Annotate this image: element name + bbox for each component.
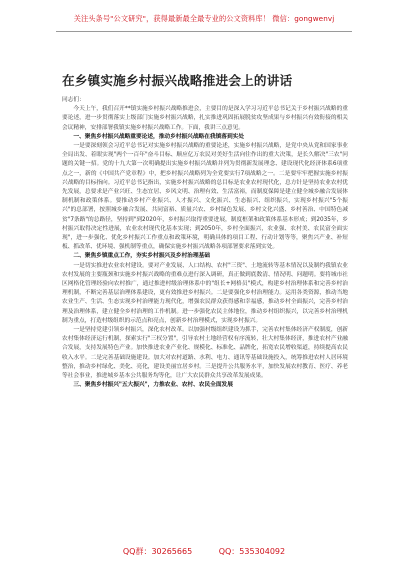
promo-banner: 关注头条号"公文研究"，获得最新最全最专业的公文资料库！ 微信：gongwenvj: [73, 14, 335, 23]
paragraph-section-2b: 一是坚持党建引领乡村振兴，深化农村改革。以加强村级组织建设为抓手，完善农村集体经济产权制度，创新农村集体经济运行机制，探索实行"三权分置"，引导农村土地经营权有序流转，壮大村集体经济，推进农村产业融合发展，支持发展特色产业。加快推进农业产业化、规模化、标准化、品牌化，拓宽农民增收渠道，持续提高农民收入水平。二是完善基础设施建设。加大对农村道路、水利、电力、通讯等基础设施投入，统筹推进农村人居环境整治，推动乡村绿化、美化、亮化，建设美丽宜居乡村。三是提升公共服务水平，加快发展农村教育、医疗、养老等社会事业，推进城乡基本公共服务均等化，让广大农民群众共享改革发展成果。: [62, 327, 348, 380]
document-title: 在乡镇实施乡村振兴战略推进会上的讲话: [62, 73, 293, 88]
header-divider: [56, 31, 352, 32]
salutation: 同志们：: [62, 97, 85, 103]
section-heading-2: 二、聚焦乡镇重点工作，夯实乡村振兴及乡村治理基础: [73, 253, 210, 260]
section-heading-1: 一、聚焦乡村振兴战略重要论述，推动乡村振兴战略在我镇落到实处: [73, 133, 245, 140]
paragraph-intro: 今天上午，我们召开**镇实施乡村振兴战略推进会，主要目的是深入学习习近平总书记关于乡村振兴战略的重要论述，进一步贯彻落实上级部门实施乡村振兴战略，扎实推进巩固拓展脱贫攻坚成果与乡村振兴有效衔接的相关会议精神，安排部署我镇实施乡村振兴战略工作。下面，我讲三点意见。: [62, 106, 348, 131]
document-body: [62, 96, 348, 391]
paragraph-section-1: 一是要深刻领会习近平总书记对实施乡村振兴战略的重要论述，实施乡村振兴战略，是党中央从党和国家事业全局出发、着眼实现"两个一百年"奋斗目标、顺应亿万农民对美好生活向往作出的重大决策，是长久解决"三农"问题的关键一招。党的十九大第一次明确提出实施乡村振兴战略并列为贯彻新发展理念、建设现代化经济体系6项重点之一，新的《中国共产党章程》中，把乡村振兴战略列为全党要实行7项战略之一。二是要牢牢把握实施乡村振兴战略的目标指向。习近平总书记指出，实施乡村振兴战略的总目标是农业农村现代化，总方针是坚持农业农村优先发展，总要求是产业兴旺、生态宜居、乡风文明、治理有效、生活富裕，而制度保障是建立健全城乡融合发展体制机制和政策体系。要推动乡村产业振兴、人才振兴、文化振兴、生态振兴、组织振兴，实现乡村振兴"5个振兴"的总部署，按照城乡融合发展、共同富裕、质量兴农、乡村绿色发展、乡村文化兴盛、乡村善治、中国特色减贫"7条路"的总路径，坚持到"到2020年，乡村振兴取得重要进展，制度框架和政策体系基本形成；到2035年，乡村振兴取得决定性进展，农业农村现代化基本实现；到2050年，乡村全面振兴，农业强、农村美、农民富全面实现"，进一步强化、优化乡村振兴工作重点和政策环境，明确具体的项目工程、行动计划等等，聚焦兴产业、补短板、抓改革、优环境、强机制等重点，确保实施乡村振兴战略各项部署要求落到实处。: [62, 143, 348, 251]
section-heading-3: 三、聚焦乡村振兴"五大振兴"，力推农业、农村、农民全面发展: [73, 382, 233, 389]
paragraph-section-2a: 一是切实推进农业农村建设。要对产业发展、人口结构、农村"三资"、土地流转等基本情况以及制约我镇农业农村发展的主要瓶颈和实施乡村振兴战略的重难点进行深入调研，真正做到底数清、情况明、问题明。要将城市社区网格化管理经验向农村推广，通过推进村级治理体系中的"组长+网格员"模式，构建乡村治理体系和完善乡村治理机制，不断完善基层治理体系建设，更有效推进乡村振兴。二是要强化乡村治理能力。运用各类资源，推动当地农业生产、生活、生态实现乡村治理能力现代化，增强农民群众获得感和幸福感，推动乡村全面振兴，完善乡村治理及治理体系，建立健全乡村治理的工作机制。进一步强化农民主体地位，推动乡村组织振兴，以完善乡村治理机制为重点，打造村级组织的示范点和亮点，创新乡村治理模式，实现乡村振兴。: [62, 262, 348, 324]
contact-footer: QQ群：30265665 QQ：535304092: [122, 547, 286, 556]
